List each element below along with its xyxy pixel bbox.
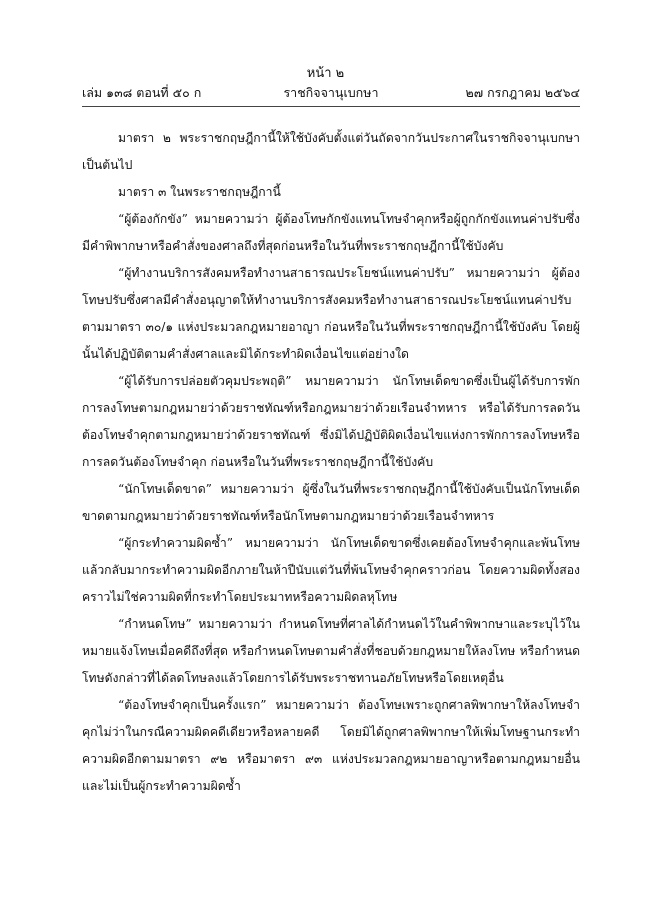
section-3-intro: มาตรา ๓ ในพระราชกฤษฎีกานี้: [118, 185, 281, 199]
definition-first-imprisonment: “ต้องโทษจำคุกเป็นครั้งแรก” หมายความว่า ต้องโทษเพราะถูกศาลพิพากษาให้ลงโทษจำคุกไม่ว่าในกรณีความผิดคดีเดียวหรือหลายคดี โดยมิได้ถูกศาลพิพากษาให้เพิ่มโทษฐานกระทำความผิดอีกตามมาตรา ๙๒ หรือมาตรา ๙๓ แห่งประมวลกฎหมายอาญาหรือตามกฎหมายอื่น และไม่เป็นผู้กระทำความผิดซ้ำ: [82, 698, 580, 793]
definition-community-service: “ผู้ทำงานบริการสังคมหรือทำงานสาธารณประโยชน์แทนค่าปรับ” หมายความว่า ผู้ต้องโทษปรับซึ่งศาลมีคำสั่งอนุญาตให้ทำงานบริการสังคมหรือทำงานสาธารณประโยชน์แทนค่าปรับตามมาตรา ๓๐/๑ แห่งประมวลกฎหมายอาญา ก่อนหรือในวันที่พระราชกฤษฎีกานี้ใช้บังคับ โดยผู้นั้นได้ปฏิบัติตามคำสั่งศาลและมิได้กระทำผิดเงื่อนไขแต่อย่างใด: [82, 266, 580, 361]
definition-detainee: “ผู้ต้องกักขัง” หมายความว่า ผู้ต้องโทษกักขังแทนโทษจำคุกหรือผู้ถูกกักขังแทนค่าปรับซึ่งมีคำพิพากษาหรือคำสั่งของศาลถึงที่สุดก่อนหรือในวันที่พระราชกฤษฎีกานี้ใช้บังคับ: [82, 212, 580, 253]
section-2-paragraph: มาตรา ๒ พระราชกฤษฎีกานี้ให้ใช้บังคับตั้งแต่วันถัดจากวันประกาศในราชกิจจานุเบกษาเป็นต้นไป: [82, 131, 580, 172]
gazette-header: [82, 85, 580, 101]
publication-name: ราชกิจจานุเบกษา: [283, 85, 379, 100]
definition-prisoner: “นักโทษเด็ดขาด” หมายความว่า ผู้ซึ่งในวันที่พระราชกฤษฎีกานี้ใช้บังคับเป็นนักโทษเด็ดขาดตามกฎหมายว่าด้วยราชทัณฑ์หรือนักโทษตามกฎหมายว่าด้วยเรือนจำทหาร: [82, 482, 580, 523]
definition-parolee: “ผู้ได้รับการปล่อยตัวคุมประพฤติ” หมายความว่า นักโทษเด็ดขาดซึ่งเป็นผู้ได้รับการพักการลงโทษตามกฎหมายว่าด้วยราชทัณฑ์หรือกฎหมายว่าด้วยเรือนจำทหาร หรือได้รับการลดวันต้องโทษจำคุกตามกฎหมายว่าด้วยราชทัณฑ์ ซึ่งมิได้ปฏิบัติผิดเงื่อนไขแห่งการพักการลงโทษหรือการลดวันต้องโทษจำคุก ก่อนหรือในวันที่พระราชกฤษฎีกานี้ใช้บังคับ: [82, 374, 580, 469]
volume-info: เล่ม ๑๓๘ ตอนที่ ๕๐ ก: [82, 85, 202, 100]
header-divider: [82, 106, 580, 107]
definition-repeat-offender: “ผู้กระทำความผิดซ้ำ” หมายความว่า นักโทษเด็ดขาดซึ่งเคยต้องโทษจำคุกและพ้นโทษแล้วกลับมากระทำความผิดอีกภายในห้าปีนับแต่วันที่พ้นโทษจำคุกคราวก่อน โดยความผิดทั้งสองคราวไม่ใช่ความผิดที่กระทำโดยประมาทหรือความผิดลหุโทษ: [82, 536, 580, 604]
publication-date: ๒๗ กรกฎาคม ๒๕๖๔: [465, 85, 580, 100]
page-number: หน้า ๒: [306, 66, 345, 81]
definition-sentence-term: “กำหนดโทษ” หมายความว่า กำหนดโทษที่ศาลได้กำหนดไว้ในคำพิพากษาและระบุไว้ในหมายแจ้งโทษเมื่อคดีถึงที่สุด หรือกำหนดโทษตามคำสั่งที่ชอบด้วยกฎหมายให้ลงโทษ หรือกำหนดโทษดังกล่าวที่ได้ลดโทษลงแล้วโดยการได้รับพระราชทานอภัยโทษหรือโดยเหตุอื่น: [82, 617, 580, 685]
document-body: [82, 125, 580, 800]
